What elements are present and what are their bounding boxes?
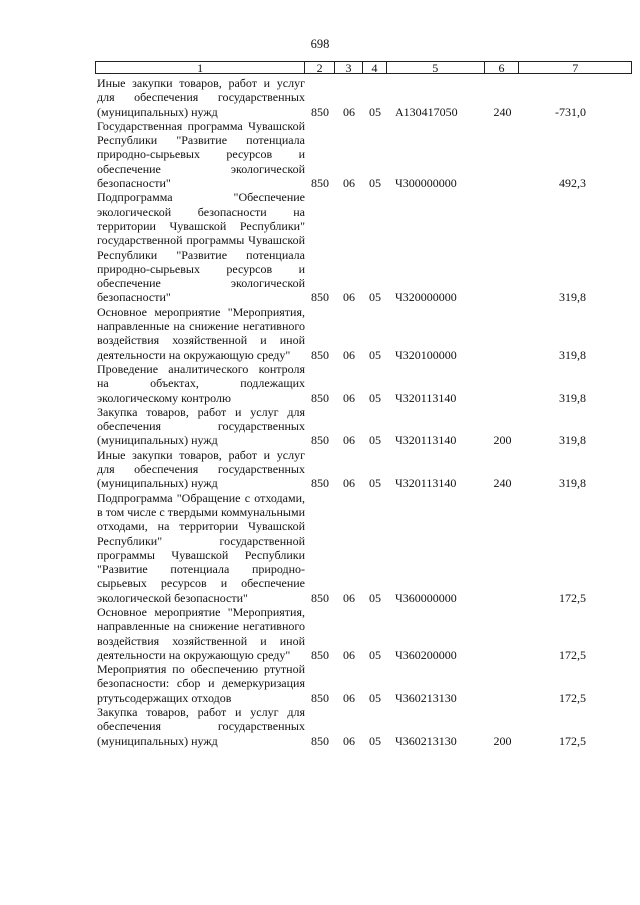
row-col-4: 05 <box>369 104 381 119</box>
row-col-3: 06 <box>343 690 355 705</box>
row-col-3: 06 <box>343 390 355 405</box>
row-col-7: 172,5 <box>559 590 586 605</box>
table-row <box>95 491 635 605</box>
row-col-2: 850 <box>311 733 329 748</box>
row-col-6: 240 <box>493 476 512 491</box>
row-col-5: Ч320113140 <box>395 433 457 448</box>
row-col-3: 06 <box>343 176 355 191</box>
row-description: Подпрограмма "Обеспечение экологической безопасности на территории Чувашской Республики" государственной программы Чувашской Республики "Развитие потенциала природно-сырьевых ресурсов и обеспечение экологической безопасности" <box>97 190 305 305</box>
row-description: Подпрограмма "Обращение с отходами, в том числе с твердыми коммунальными отходами, на территории Чувашской Республики" государственной программы Чувашской Республики "Развитие потенциала природно-сырьевых ресурсов и обеспечение экологической безопасности" <box>97 490 305 605</box>
row-col-2: 850 <box>311 176 329 191</box>
header-col-6: 6 <box>485 62 520 73</box>
row-description: Проведение аналитического контроля на объектах, подлежащих экологическому контролю <box>97 361 305 405</box>
row-col-5: Ч360200000 <box>395 647 457 662</box>
header-col-1: 1 <box>96 62 305 73</box>
row-col-3: 06 <box>343 647 355 662</box>
row-col-7: 319,8 <box>559 347 586 362</box>
row-col-2: 850 <box>311 647 329 662</box>
table-row <box>95 119 635 190</box>
row-description: Закупка товаров, работ и услуг для обеспечения государственных (муниципальных) нужд <box>97 705 305 748</box>
header-col-2: 2 <box>305 62 335 73</box>
row-col-3: 06 <box>343 733 355 748</box>
row-col-5: Ч320000000 <box>395 290 457 305</box>
row-col-4: 05 <box>369 176 381 191</box>
row-col-5: Ч320113140 <box>395 476 457 491</box>
row-col-4: 05 <box>369 290 381 305</box>
row-col-2: 850 <box>311 476 329 491</box>
table-row <box>95 76 635 119</box>
row-col-7: 319,8 <box>559 290 586 305</box>
row-col-3: 06 <box>343 290 355 305</box>
row-col-5: Ч320113140 <box>395 390 457 405</box>
row-description: Мероприятия по обеспечению ртутной безопасности: сбор и демеркуризация ртутьсодержащих отходов <box>97 662 305 705</box>
row-description: Основное мероприятие "Мероприятия, направленные на снижение негативного воздействия хозяйственной и иной деятельности на окружающую среду" <box>97 304 305 362</box>
row-description: Государственная программа Чувашской Республики "Развитие потенциала природно-сырьевых ресурсов и обеспечение экологической безопасности" <box>97 118 305 191</box>
row-col-3: 06 <box>343 590 355 605</box>
row-description: Иные закупки товаров, работ и услуг для обеспечения государственных (муниципальных) нужд <box>97 447 305 491</box>
row-col-2: 850 <box>311 690 329 705</box>
table-row <box>95 705 635 748</box>
row-col-4: 05 <box>369 347 381 362</box>
row-col-2: 850 <box>311 347 329 362</box>
table-header <box>95 61 632 74</box>
row-col-3: 06 <box>343 104 355 119</box>
table-row <box>95 405 635 448</box>
row-col-5: Ч360213130 <box>395 733 457 748</box>
header-col-5: 5 <box>387 62 485 73</box>
row-col-7: -731,0 <box>555 104 586 119</box>
header-col-7: 7 <box>572 61 579 75</box>
row-col-5: Ч360213130 <box>395 690 457 705</box>
row-col-5: Ч320100000 <box>395 347 457 362</box>
row-description: Иные закупки товаров, работ и услуг для обеспечения государственных (муниципальных) нужд <box>97 76 305 119</box>
table-row <box>95 305 635 362</box>
row-col-5: Ч360000000 <box>395 590 457 605</box>
row-col-4: 05 <box>369 433 381 448</box>
table-body <box>95 76 635 748</box>
page-number: 698 <box>310 37 330 51</box>
row-col-7: 492,3 <box>559 176 586 191</box>
row-col-2: 850 <box>311 433 329 448</box>
row-col-2: 850 <box>311 290 329 305</box>
row-col-7: 319,8 <box>559 476 586 491</box>
row-col-3: 06 <box>343 347 355 362</box>
row-col-4: 05 <box>369 647 381 662</box>
row-col-7: 319,8 <box>559 433 586 448</box>
row-col-6: 200 <box>493 733 512 748</box>
table-row <box>95 662 635 705</box>
row-col-4: 05 <box>369 390 381 405</box>
row-col-3: 06 <box>343 433 355 448</box>
row-col-4: 05 <box>369 590 381 605</box>
row-col-7: 172,5 <box>559 733 586 748</box>
row-description: Закупка товаров, работ и услуг для обеспечения государственных (муниципальных) нужд <box>97 404 305 448</box>
row-col-5: A130417050 <box>395 104 458 119</box>
row-col-2: 850 <box>311 104 329 119</box>
row-col-7: 319,8 <box>559 390 586 405</box>
header-col-4: 4 <box>363 62 387 73</box>
table-row <box>95 605 635 662</box>
row-col-2: 850 <box>311 590 329 605</box>
row-col-2: 850 <box>311 390 329 405</box>
row-col-7: 172,5 <box>559 690 586 705</box>
row-col-4: 05 <box>369 690 381 705</box>
row-col-6: 240 <box>493 104 512 119</box>
row-col-5: Ч300000000 <box>395 176 457 191</box>
table-row <box>95 448 635 491</box>
row-col-6: 200 <box>493 433 512 448</box>
row-description: Основное мероприятие "Мероприятия, направленные на снижение негативного воздействия хозяйственной и иной деятельности на окружающую среду" <box>97 604 305 662</box>
row-col-4: 05 <box>369 733 381 748</box>
table-row <box>95 362 635 405</box>
row-col-3: 06 <box>343 476 355 491</box>
header-col-3: 3 <box>335 62 363 73</box>
row-col-7: 172,5 <box>559 647 586 662</box>
table-row <box>95 190 635 304</box>
row-col-4: 05 <box>369 476 381 491</box>
